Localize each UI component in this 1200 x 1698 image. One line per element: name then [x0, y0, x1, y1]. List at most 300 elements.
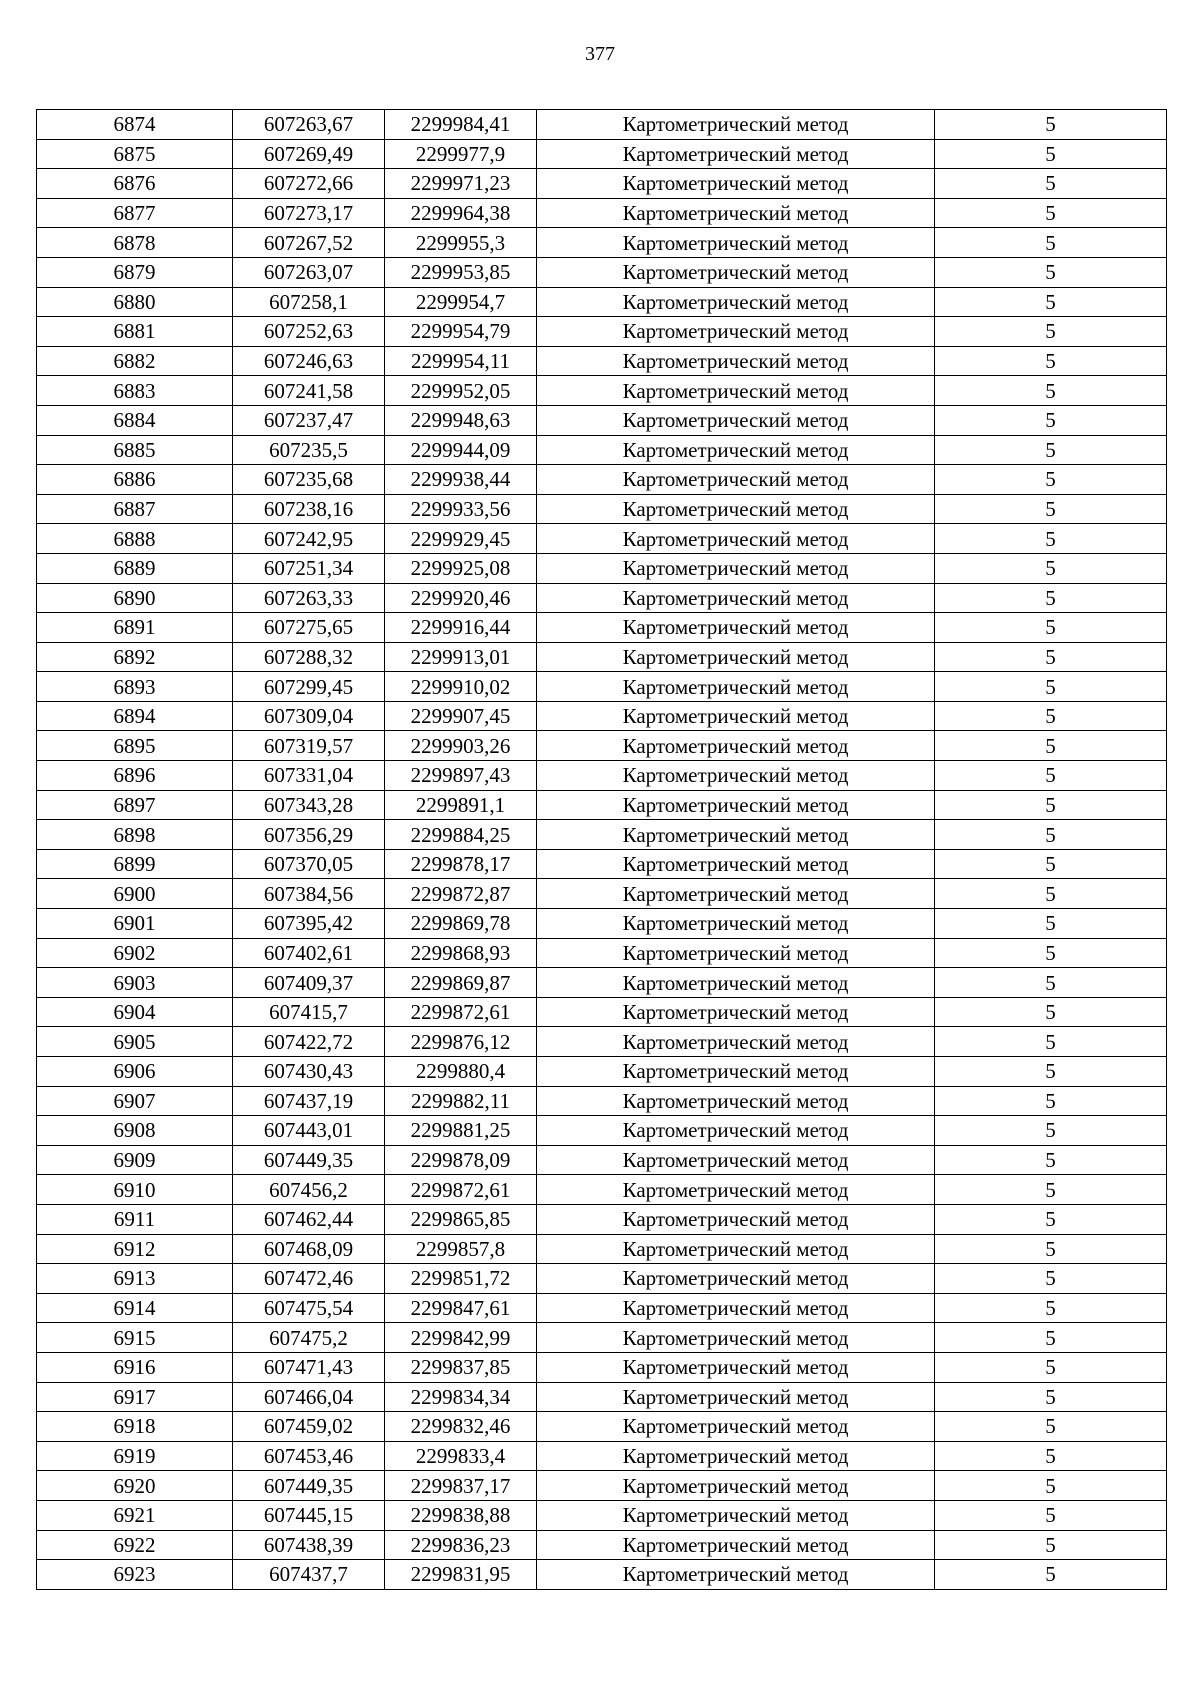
point-number-cell: 6895	[37, 731, 233, 761]
y-coordinate-cell: 2299925,08	[385, 553, 537, 583]
x-coordinate-cell: 607430,43	[233, 1057, 385, 1087]
table-row	[37, 405, 1167, 435]
accuracy-cell: 5	[935, 376, 1167, 406]
point-number-cell: 6905	[37, 1027, 233, 1057]
method-cell: Картометрический метод	[537, 1145, 935, 1175]
accuracy-cell: 5	[935, 790, 1167, 820]
point-number-cell: 6921	[37, 1500, 233, 1530]
method-cell: Картометрический метод	[537, 1175, 935, 1205]
x-coordinate-cell: 607273,17	[233, 198, 385, 228]
y-coordinate-cell: 2299872,61	[385, 1175, 537, 1205]
method-cell: Картометрический метод	[537, 1382, 935, 1412]
method-cell: Картометрический метод	[537, 701, 935, 731]
method-cell: Картометрический метод	[537, 1323, 935, 1353]
method-cell: Картометрический метод	[537, 110, 935, 140]
table-row	[37, 672, 1167, 702]
accuracy-cell: 5	[935, 346, 1167, 376]
x-coordinate-cell: 607462,44	[233, 1204, 385, 1234]
x-coordinate-cell: 607459,02	[233, 1412, 385, 1442]
point-number-cell: 6880	[37, 287, 233, 317]
point-number-cell: 6875	[37, 139, 233, 169]
method-cell: Картометрический метод	[537, 672, 935, 702]
point-number-cell: 6900	[37, 879, 233, 909]
x-coordinate-cell: 607241,58	[233, 376, 385, 406]
point-number-cell: 6918	[37, 1412, 233, 1442]
point-number-cell: 6920	[37, 1471, 233, 1501]
y-coordinate-cell: 2299865,85	[385, 1204, 537, 1234]
point-number-cell: 6908	[37, 1116, 233, 1146]
method-cell: Картометрический метод	[537, 257, 935, 287]
accuracy-cell: 5	[935, 1027, 1167, 1057]
point-number-cell: 6898	[37, 820, 233, 850]
point-number-cell: 6876	[37, 169, 233, 199]
method-cell: Картометрический метод	[537, 909, 935, 939]
accuracy-cell: 5	[935, 701, 1167, 731]
x-coordinate-cell: 607235,5	[233, 435, 385, 465]
method-cell: Картометрический метод	[537, 405, 935, 435]
table-row	[37, 613, 1167, 643]
x-coordinate-cell: 607309,04	[233, 701, 385, 731]
table-row	[37, 1352, 1167, 1382]
accuracy-cell: 5	[935, 169, 1167, 199]
method-cell: Картометрический метод	[537, 435, 935, 465]
point-number-cell: 6903	[37, 968, 233, 998]
point-number-cell: 6889	[37, 553, 233, 583]
accuracy-cell: 5	[935, 968, 1167, 998]
accuracy-cell: 5	[935, 435, 1167, 465]
y-coordinate-cell: 2299954,79	[385, 317, 537, 347]
table-row	[37, 317, 1167, 347]
point-number-cell: 6897	[37, 790, 233, 820]
table-row	[37, 435, 1167, 465]
x-coordinate-cell: 607288,32	[233, 642, 385, 672]
method-cell: Картометрический метод	[537, 761, 935, 791]
method-cell: Картометрический метод	[537, 1412, 935, 1442]
y-coordinate-cell: 2299838,88	[385, 1500, 537, 1530]
point-number-cell: 6906	[37, 1057, 233, 1087]
y-coordinate-cell: 2299910,02	[385, 672, 537, 702]
point-number-cell: 6892	[37, 642, 233, 672]
method-cell: Картометрический метод	[537, 1441, 935, 1471]
accuracy-cell: 5	[935, 465, 1167, 495]
method-cell: Картометрический метод	[537, 1057, 935, 1087]
method-cell: Картометрический метод	[537, 968, 935, 998]
point-number-cell: 6878	[37, 228, 233, 258]
y-coordinate-cell: 2299832,46	[385, 1412, 537, 1442]
x-coordinate-cell: 607449,35	[233, 1145, 385, 1175]
table-row	[37, 1412, 1167, 1442]
accuracy-cell: 5	[935, 672, 1167, 702]
x-coordinate-cell: 607449,35	[233, 1471, 385, 1501]
point-number-cell: 6913	[37, 1264, 233, 1294]
y-coordinate-cell: 2299880,4	[385, 1057, 537, 1087]
table-row	[37, 701, 1167, 731]
table-row	[37, 731, 1167, 761]
x-coordinate-cell: 607251,34	[233, 553, 385, 583]
x-coordinate-cell: 607319,57	[233, 731, 385, 761]
accuracy-cell: 5	[935, 317, 1167, 347]
x-coordinate-cell: 607402,61	[233, 938, 385, 968]
y-coordinate-cell: 2299868,93	[385, 938, 537, 968]
method-cell: Картометрический метод	[537, 1471, 935, 1501]
y-coordinate-cell: 2299869,87	[385, 968, 537, 998]
y-coordinate-cell: 2299913,01	[385, 642, 537, 672]
accuracy-cell: 5	[935, 139, 1167, 169]
point-number-cell: 6904	[37, 997, 233, 1027]
y-coordinate-cell: 2299878,09	[385, 1145, 537, 1175]
table-row	[37, 583, 1167, 613]
x-coordinate-cell: 607456,2	[233, 1175, 385, 1205]
point-number-cell: 6902	[37, 938, 233, 968]
method-cell: Картометрический метод	[537, 169, 935, 199]
y-coordinate-cell: 2299953,85	[385, 257, 537, 287]
method-cell: Картометрический метод	[537, 849, 935, 879]
accuracy-cell: 5	[935, 1057, 1167, 1087]
table-row	[37, 1530, 1167, 1560]
x-coordinate-cell: 607437,7	[233, 1560, 385, 1590]
y-coordinate-cell: 2299984,41	[385, 110, 537, 140]
accuracy-cell: 5	[935, 405, 1167, 435]
method-cell: Картометрический метод	[537, 1530, 935, 1560]
accuracy-cell: 5	[935, 731, 1167, 761]
table-row	[37, 1145, 1167, 1175]
x-coordinate-cell: 607443,01	[233, 1116, 385, 1146]
accuracy-cell: 5	[935, 228, 1167, 258]
method-cell: Картометрический метод	[537, 1500, 935, 1530]
x-coordinate-cell: 607237,47	[233, 405, 385, 435]
point-number-cell: 6917	[37, 1382, 233, 1412]
table-row	[37, 198, 1167, 228]
accuracy-cell: 5	[935, 1530, 1167, 1560]
method-cell: Картометрический метод	[537, 731, 935, 761]
point-number-cell: 6899	[37, 849, 233, 879]
table-row	[37, 1116, 1167, 1146]
x-coordinate-cell: 607331,04	[233, 761, 385, 791]
y-coordinate-cell: 2299876,12	[385, 1027, 537, 1057]
table-row	[37, 228, 1167, 258]
table-row	[37, 465, 1167, 495]
accuracy-cell: 5	[935, 1441, 1167, 1471]
point-number-cell: 6893	[37, 672, 233, 702]
method-cell: Картометрический метод	[537, 1086, 935, 1116]
x-coordinate-cell: 607252,63	[233, 317, 385, 347]
table-row	[37, 849, 1167, 879]
method-cell: Картометрический метод	[537, 228, 935, 258]
x-coordinate-cell: 607466,04	[233, 1382, 385, 1412]
method-cell: Картометрический метод	[537, 583, 935, 613]
point-number-cell: 6907	[37, 1086, 233, 1116]
point-number-cell: 6874	[37, 110, 233, 140]
table-row	[37, 494, 1167, 524]
table-row	[37, 879, 1167, 909]
accuracy-cell: 5	[935, 997, 1167, 1027]
accuracy-cell: 5	[935, 524, 1167, 554]
y-coordinate-cell: 2299872,87	[385, 879, 537, 909]
point-number-cell: 6881	[37, 317, 233, 347]
table-row	[37, 968, 1167, 998]
table-row	[37, 1234, 1167, 1264]
x-coordinate-cell: 607472,46	[233, 1264, 385, 1294]
table-row	[37, 139, 1167, 169]
y-coordinate-cell: 2299952,05	[385, 376, 537, 406]
y-coordinate-cell: 2299948,63	[385, 405, 537, 435]
y-coordinate-cell: 2299834,34	[385, 1382, 537, 1412]
point-number-cell: 6914	[37, 1293, 233, 1323]
point-number-cell: 6923	[37, 1560, 233, 1590]
method-cell: Картометрический метод	[537, 997, 935, 1027]
y-coordinate-cell: 2299916,44	[385, 613, 537, 643]
accuracy-cell: 5	[935, 1086, 1167, 1116]
point-number-cell: 6877	[37, 198, 233, 228]
table-row	[37, 1500, 1167, 1530]
coordinates-table	[36, 109, 1167, 1590]
x-coordinate-cell: 607267,52	[233, 228, 385, 258]
y-coordinate-cell: 2299869,78	[385, 909, 537, 939]
method-cell: Картометрический метод	[537, 346, 935, 376]
point-number-cell: 6915	[37, 1323, 233, 1353]
method-cell: Картометрический метод	[537, 1264, 935, 1294]
page-number: 377	[585, 43, 615, 65]
x-coordinate-cell: 607370,05	[233, 849, 385, 879]
table-row	[37, 761, 1167, 791]
y-coordinate-cell: 2299878,17	[385, 849, 537, 879]
table-row	[37, 257, 1167, 287]
accuracy-cell: 5	[935, 1204, 1167, 1234]
y-coordinate-cell: 2299903,26	[385, 731, 537, 761]
x-coordinate-cell: 607242,95	[233, 524, 385, 554]
y-coordinate-cell: 2299907,45	[385, 701, 537, 731]
method-cell: Картометрический метод	[537, 287, 935, 317]
table-row	[37, 553, 1167, 583]
point-number-cell: 6894	[37, 701, 233, 731]
accuracy-cell: 5	[935, 879, 1167, 909]
x-coordinate-cell: 607415,7	[233, 997, 385, 1027]
table-row	[37, 820, 1167, 850]
point-number-cell: 6891	[37, 613, 233, 643]
table-row	[37, 1175, 1167, 1205]
table-row	[37, 346, 1167, 376]
table-row	[37, 1086, 1167, 1116]
x-coordinate-cell: 607263,07	[233, 257, 385, 287]
accuracy-cell: 5	[935, 257, 1167, 287]
point-number-cell: 6919	[37, 1441, 233, 1471]
x-coordinate-cell: 607263,33	[233, 583, 385, 613]
accuracy-cell: 5	[935, 1382, 1167, 1412]
accuracy-cell: 5	[935, 1412, 1167, 1442]
table-row	[37, 1323, 1167, 1353]
y-coordinate-cell: 2299971,23	[385, 169, 537, 199]
x-coordinate-cell: 607409,37	[233, 968, 385, 998]
y-coordinate-cell: 2299933,56	[385, 494, 537, 524]
method-cell: Картометрический метод	[537, 494, 935, 524]
accuracy-cell: 5	[935, 761, 1167, 791]
x-coordinate-cell: 607272,66	[233, 169, 385, 199]
method-cell: Картометрический метод	[537, 524, 935, 554]
y-coordinate-cell: 2299954,11	[385, 346, 537, 376]
point-number-cell: 6910	[37, 1175, 233, 1205]
accuracy-cell: 5	[935, 1500, 1167, 1530]
y-coordinate-cell: 2299831,95	[385, 1560, 537, 1590]
y-coordinate-cell: 2299977,9	[385, 139, 537, 169]
method-cell: Картометрический метод	[537, 465, 935, 495]
accuracy-cell: 5	[935, 553, 1167, 583]
method-cell: Картометрический метод	[537, 198, 935, 228]
accuracy-cell: 5	[935, 849, 1167, 879]
table-row	[37, 1204, 1167, 1234]
method-cell: Картометрический метод	[537, 1560, 935, 1590]
accuracy-cell: 5	[935, 613, 1167, 643]
y-coordinate-cell: 2299954,7	[385, 287, 537, 317]
x-coordinate-cell: 607258,1	[233, 287, 385, 317]
table-row	[37, 376, 1167, 406]
method-cell: Картометрический метод	[537, 1293, 935, 1323]
y-coordinate-cell: 2299920,46	[385, 583, 537, 613]
y-coordinate-cell: 2299891,1	[385, 790, 537, 820]
accuracy-cell: 5	[935, 1116, 1167, 1146]
y-coordinate-cell: 2299837,17	[385, 1471, 537, 1501]
y-coordinate-cell: 2299964,38	[385, 198, 537, 228]
table-row	[37, 1057, 1167, 1087]
x-coordinate-cell: 607269,49	[233, 139, 385, 169]
x-coordinate-cell: 607445,15	[233, 1500, 385, 1530]
point-number-cell: 6887	[37, 494, 233, 524]
accuracy-cell: 5	[935, 110, 1167, 140]
accuracy-cell: 5	[935, 909, 1167, 939]
accuracy-cell: 5	[935, 1560, 1167, 1590]
method-cell: Картометрический метод	[537, 1116, 935, 1146]
x-coordinate-cell: 607468,09	[233, 1234, 385, 1264]
method-cell: Картометрический метод	[537, 879, 935, 909]
table-row	[37, 1264, 1167, 1294]
y-coordinate-cell: 2299851,72	[385, 1264, 537, 1294]
y-coordinate-cell: 2299897,43	[385, 761, 537, 791]
point-number-cell: 6909	[37, 1145, 233, 1175]
point-number-cell: 6922	[37, 1530, 233, 1560]
y-coordinate-cell: 2299929,45	[385, 524, 537, 554]
accuracy-cell: 5	[935, 1352, 1167, 1382]
table-row	[37, 642, 1167, 672]
method-cell: Картометрический метод	[537, 553, 935, 583]
method-cell: Картометрический метод	[537, 139, 935, 169]
x-coordinate-cell: 607395,42	[233, 909, 385, 939]
table-row	[37, 169, 1167, 199]
point-number-cell: 6886	[37, 465, 233, 495]
x-coordinate-cell: 607235,68	[233, 465, 385, 495]
point-number-cell: 6882	[37, 346, 233, 376]
table-row	[37, 909, 1167, 939]
point-number-cell: 6916	[37, 1352, 233, 1382]
y-coordinate-cell: 2299857,8	[385, 1234, 537, 1264]
coordinates-table-body	[37, 110, 1167, 1590]
accuracy-cell: 5	[935, 642, 1167, 672]
accuracy-cell: 5	[935, 1264, 1167, 1294]
point-number-cell: 6879	[37, 257, 233, 287]
y-coordinate-cell: 2299881,25	[385, 1116, 537, 1146]
x-coordinate-cell: 607453,46	[233, 1441, 385, 1471]
x-coordinate-cell: 607384,56	[233, 879, 385, 909]
x-coordinate-cell: 607343,28	[233, 790, 385, 820]
method-cell: Картометрический метод	[537, 1234, 935, 1264]
point-number-cell: 6896	[37, 761, 233, 791]
method-cell: Картометрический метод	[537, 820, 935, 850]
x-coordinate-cell: 607238,16	[233, 494, 385, 524]
x-coordinate-cell: 607422,72	[233, 1027, 385, 1057]
accuracy-cell: 5	[935, 494, 1167, 524]
accuracy-cell: 5	[935, 1175, 1167, 1205]
table-row	[37, 1441, 1167, 1471]
y-coordinate-cell: 2299872,61	[385, 997, 537, 1027]
method-cell: Картометрический метод	[537, 376, 935, 406]
x-coordinate-cell: 607437,19	[233, 1086, 385, 1116]
y-coordinate-cell: 2299884,25	[385, 820, 537, 850]
point-number-cell: 6912	[37, 1234, 233, 1264]
point-number-cell: 6883	[37, 376, 233, 406]
accuracy-cell: 5	[935, 198, 1167, 228]
point-number-cell: 6911	[37, 1204, 233, 1234]
table-row	[37, 938, 1167, 968]
table-row	[37, 1560, 1167, 1590]
x-coordinate-cell: 607246,63	[233, 346, 385, 376]
y-coordinate-cell: 2299944,09	[385, 435, 537, 465]
table-row	[37, 110, 1167, 140]
accuracy-cell: 5	[935, 938, 1167, 968]
method-cell: Картометрический метод	[537, 1204, 935, 1234]
accuracy-cell: 5	[935, 1323, 1167, 1353]
table-row	[37, 524, 1167, 554]
table-row	[37, 1382, 1167, 1412]
x-coordinate-cell: 607275,65	[233, 613, 385, 643]
method-cell: Картометрический метод	[537, 642, 935, 672]
table-row	[37, 1293, 1167, 1323]
x-coordinate-cell: 607471,43	[233, 1352, 385, 1382]
point-number-cell: 6888	[37, 524, 233, 554]
method-cell: Картометрический метод	[537, 790, 935, 820]
y-coordinate-cell: 2299955,3	[385, 228, 537, 258]
accuracy-cell: 5	[935, 1234, 1167, 1264]
table-row	[37, 287, 1167, 317]
accuracy-cell: 5	[935, 583, 1167, 613]
method-cell: Картометрический метод	[537, 938, 935, 968]
y-coordinate-cell: 2299833,4	[385, 1441, 537, 1471]
y-coordinate-cell: 2299837,85	[385, 1352, 537, 1382]
method-cell: Картометрический метод	[537, 1352, 935, 1382]
x-coordinate-cell: 607475,54	[233, 1293, 385, 1323]
point-number-cell: 6890	[37, 583, 233, 613]
table-row	[37, 1027, 1167, 1057]
table-row	[37, 997, 1167, 1027]
y-coordinate-cell: 2299847,61	[385, 1293, 537, 1323]
accuracy-cell: 5	[935, 287, 1167, 317]
y-coordinate-cell: 2299882,11	[385, 1086, 537, 1116]
x-coordinate-cell: 607299,45	[233, 672, 385, 702]
y-coordinate-cell: 2299842,99	[385, 1323, 537, 1353]
accuracy-cell: 5	[935, 1293, 1167, 1323]
accuracy-cell: 5	[935, 1145, 1167, 1175]
table-row	[37, 1471, 1167, 1501]
accuracy-cell: 5	[935, 1471, 1167, 1501]
point-number-cell: 6885	[37, 435, 233, 465]
method-cell: Картометрический метод	[537, 317, 935, 347]
x-coordinate-cell: 607356,29	[233, 820, 385, 850]
accuracy-cell: 5	[935, 820, 1167, 850]
method-cell: Картометрический метод	[537, 1027, 935, 1057]
x-coordinate-cell: 607475,2	[233, 1323, 385, 1353]
point-number-cell: 6884	[37, 405, 233, 435]
x-coordinate-cell: 607263,67	[233, 110, 385, 140]
method-cell: Картометрический метод	[537, 613, 935, 643]
point-number-cell: 6901	[37, 909, 233, 939]
table-row	[37, 790, 1167, 820]
